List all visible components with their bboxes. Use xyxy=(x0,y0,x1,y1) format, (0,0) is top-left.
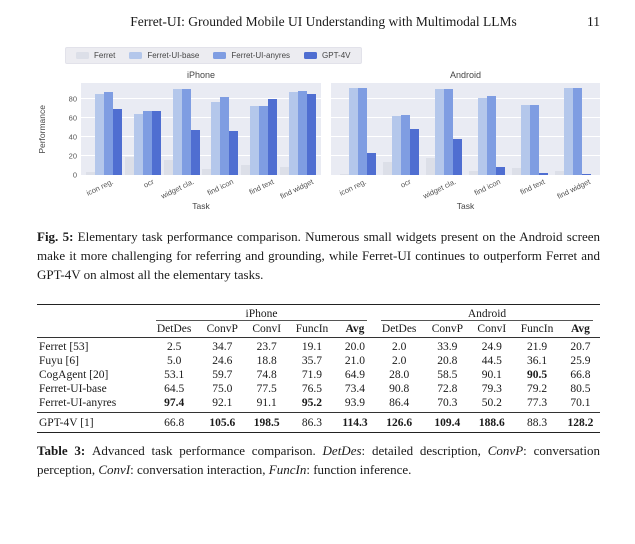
ytick-80: 80 xyxy=(68,94,77,104)
cell: 24.6 xyxy=(212,355,233,367)
bar-gpt-4v-ocr xyxy=(152,111,161,175)
cell: 50.2 xyxy=(470,396,513,413)
bar-gpt-4v-find-widget xyxy=(307,94,316,175)
cell: 95.2 xyxy=(288,396,336,413)
legend-item-ferret-ui-base xyxy=(129,51,199,60)
cell: 71.9 xyxy=(301,369,323,381)
bar-ferret-ui-base-ocr xyxy=(392,116,401,175)
bar-ferret-ui-base-icon-reg xyxy=(95,94,104,175)
cell: 21.9 xyxy=(526,341,548,353)
bar-group-find-text xyxy=(241,83,277,175)
table-row-cogagent-20 xyxy=(37,368,600,382)
legend-label: Ferret xyxy=(94,51,116,60)
cell: 66.8 xyxy=(164,416,185,429)
cell: 79.2 xyxy=(526,383,548,395)
table-caption-seg-6: ConvI xyxy=(98,462,131,477)
running-title: Ferret-UI: Grounded Mobile UI Understanding with Multimodal LLMs xyxy=(130,14,517,29)
row-label: GPT-4V [1] xyxy=(39,416,94,429)
bar-gpt-4v-ocr xyxy=(410,129,419,175)
y-axis xyxy=(37,83,81,180)
ytick-20: 20 xyxy=(68,151,77,161)
table-body xyxy=(37,338,600,413)
bar-ferret-ui-base-widget-cla xyxy=(435,89,444,175)
xtick-row xyxy=(81,175,321,201)
bar-ferret-ui-anyres-ocr xyxy=(401,115,410,175)
xtick-cell xyxy=(331,175,376,201)
figure-caption-label: Fig. 5: xyxy=(37,229,74,244)
bar-ferret-ui-anyres-widget-cla xyxy=(182,89,191,175)
bar-ferret-ui-anyres-find-text xyxy=(259,106,268,175)
xtick-ocr: ocr xyxy=(398,177,413,190)
bar-ferret-ui-anyres-find-widget xyxy=(298,91,307,175)
bar-ferret-ui-base-find-widget xyxy=(289,92,298,175)
row-label: CogAgent [20] xyxy=(39,369,109,381)
row-label: Ferret-UI-anyres xyxy=(37,396,149,413)
xtick-cell xyxy=(121,175,161,201)
xtick-cell xyxy=(376,175,421,201)
bar-gpt-4v-icon-reg xyxy=(367,153,376,175)
bar-ferret-ui-anyres-find-icon xyxy=(220,97,229,175)
cell: 21.0 xyxy=(344,355,366,367)
xtick-cell xyxy=(161,175,201,201)
bar-group-find-icon xyxy=(469,83,505,175)
cell: 64.5 xyxy=(164,383,185,395)
xtick-cell xyxy=(555,175,600,201)
cell: 74.8 xyxy=(256,369,277,381)
bar-gpt-4v-icon-reg xyxy=(113,109,122,175)
chart-title-iphone: iPhone xyxy=(187,70,216,80)
cell: 18.8 xyxy=(256,355,277,367)
bar-group-icon-reg xyxy=(340,83,376,175)
cell: 79.3 xyxy=(481,383,502,395)
chart-legend xyxy=(65,47,362,64)
plot-area xyxy=(331,83,600,175)
bar-ferret-ui-base-find-text xyxy=(521,105,530,175)
xtick-icon-reg: icon reg. xyxy=(85,177,115,198)
row-label: Ferret [53] xyxy=(39,341,89,353)
xtick-find-widget: find widget xyxy=(555,177,592,201)
bar-ferret-ui-anyres-find-text xyxy=(530,105,539,175)
x-axis-label: Task xyxy=(456,201,475,211)
bar-ferret-widget-cla xyxy=(426,158,435,175)
bar-group-ocr xyxy=(383,83,419,175)
bar-ferret-ui-base-ocr xyxy=(134,114,143,175)
bar-ferret-find-text xyxy=(241,165,250,175)
bar-ferret-ui-base-find-widget xyxy=(564,88,573,175)
bar-gpt-4v-find-text xyxy=(539,173,548,175)
cell: 25.9 xyxy=(570,355,591,367)
xtick-widget-cla: widget cla. xyxy=(159,177,195,201)
ytick-col xyxy=(51,83,81,180)
cell: 188.6 xyxy=(478,416,505,429)
cell: 66.8 xyxy=(570,369,591,381)
bar-group-find-icon xyxy=(202,83,238,175)
col-header-android-avg: Avg xyxy=(561,321,600,338)
page-header xyxy=(37,14,600,30)
chart-title-android: Android xyxy=(450,70,482,80)
cell: 20.7 xyxy=(570,341,591,353)
table-caption-seg-5: : conversation perception, xyxy=(37,443,600,477)
bar-group-ocr xyxy=(125,83,161,175)
cell: 20.0 xyxy=(344,341,366,353)
plot-area xyxy=(81,83,321,175)
row-label: Ferret-UI-base xyxy=(39,383,107,395)
bar-group-find-widget xyxy=(280,83,316,175)
table-header-empty xyxy=(37,321,149,338)
cell: 53.1 xyxy=(164,369,185,381)
table-row-gpt-4v-1 xyxy=(37,413,600,433)
cell: 23.7 xyxy=(256,341,277,353)
cell: 64.9 xyxy=(344,369,366,381)
cell: 28.0 xyxy=(389,369,410,381)
bar-group-widget-cla xyxy=(426,83,462,175)
figure-5 xyxy=(37,46,600,213)
cell: 2.0 xyxy=(391,355,407,367)
col-header-android-funcin: FuncIn xyxy=(513,321,561,338)
table-caption-seg-1: Advanced task performance comparison. xyxy=(92,443,323,458)
xtick-icon-reg: icon reg. xyxy=(337,177,368,198)
col-header-android-convp: ConvP xyxy=(424,321,470,338)
bar-ferret-ui-anyres-ocr xyxy=(143,111,152,175)
bar-group-widget-cla xyxy=(164,83,200,175)
xtick-cell xyxy=(421,175,466,201)
bar-ferret-find-text xyxy=(512,168,521,175)
table-caption-seg-3: : detailed description, xyxy=(361,443,488,458)
col-header-iphone-avg: Avg xyxy=(336,321,374,338)
ytick-40: 40 xyxy=(68,132,77,142)
cell: 36.1 xyxy=(526,355,548,367)
cell: 77.3 xyxy=(513,396,561,413)
legend-label: Ferret-UI-anyres xyxy=(231,51,291,60)
y-axis-label: Performance xyxy=(37,104,47,154)
bar-gpt-4v-widget-cla xyxy=(191,130,200,175)
cell: 5.0 xyxy=(166,355,182,367)
table-caption-seg-0: Table 3: xyxy=(37,443,93,458)
xtick-ocr: ocr xyxy=(141,177,155,190)
cell: 59.7 xyxy=(212,369,233,381)
bar-gpt-4v-find-icon xyxy=(229,131,238,175)
cell: 24.9 xyxy=(481,341,502,353)
cell: 88.3 xyxy=(526,416,548,429)
cell: 72.8 xyxy=(437,383,458,395)
table-row-fuyu-6 xyxy=(37,354,600,368)
xtick-widget-cla: widget cla. xyxy=(421,177,458,201)
bar-ferret-ocr xyxy=(383,162,392,175)
bar-gpt-4v-find-text xyxy=(268,99,277,175)
xtick-row xyxy=(331,175,600,201)
xtick-find-icon: find icon xyxy=(472,177,502,198)
figure-caption xyxy=(37,227,600,284)
cell: 73.4 xyxy=(344,383,366,395)
bar-ferret-ui-anyres-find-icon xyxy=(487,96,496,175)
table-row-ferret-53 xyxy=(37,338,600,355)
cell: 92.1 xyxy=(199,396,245,413)
cell: 34.7 xyxy=(212,341,233,353)
row-label: Fuyu [6] xyxy=(39,355,79,367)
table-row-ferret-ui-anyres xyxy=(37,396,600,413)
xtick-cell xyxy=(278,175,321,201)
cell: 80.5 xyxy=(570,383,591,395)
cell: 93.9 xyxy=(336,396,374,413)
bar-group-find-widget xyxy=(555,83,591,175)
table-header-row xyxy=(37,321,600,338)
table-caption-seg-2: DetDes xyxy=(322,443,362,458)
legend-swatch-ferret xyxy=(76,52,89,59)
xtick-cell xyxy=(241,175,281,201)
cell: 35.7 xyxy=(301,355,323,367)
bar-ferret-find-icon xyxy=(202,169,211,175)
cell: 86.3 xyxy=(301,416,323,429)
cell: 91.1 xyxy=(245,396,288,413)
bar-ferret-find-widget xyxy=(280,167,289,175)
cell: 90.1 xyxy=(481,369,502,381)
table-caption-seg-9: : function inference. xyxy=(306,462,412,477)
cell: 128.2 xyxy=(567,416,594,429)
cell: 86.4 xyxy=(374,396,424,413)
bar-gpt-4v-widget-cla xyxy=(453,139,462,175)
table-corner-cell xyxy=(37,305,149,322)
xtick-find-text: find text xyxy=(247,177,276,197)
x-axis-label: Task xyxy=(192,201,210,211)
legend-swatch-gpt-4v xyxy=(304,52,317,59)
table-footer xyxy=(37,413,600,433)
col-header-iphone-convi: ConvI xyxy=(245,321,288,338)
bar-ferret-widget-cla xyxy=(164,160,173,175)
chart-row xyxy=(37,70,600,213)
cell: 70.3 xyxy=(424,396,470,413)
bar-ferret-find-icon xyxy=(469,171,478,175)
bar-ferret-ocr xyxy=(125,157,134,175)
ytick-0: 0 xyxy=(72,170,77,180)
cell: 19.1 xyxy=(301,341,323,353)
table-caption-seg-4: ConvP xyxy=(487,443,524,458)
xtick-find-text: find text xyxy=(519,177,547,197)
cell: 90.5 xyxy=(526,369,548,381)
legend-label: GPT-4V xyxy=(322,51,351,60)
legend-item-ferret-ui-anyres xyxy=(213,51,290,60)
xtick-cell xyxy=(201,175,241,201)
table-caption-seg-7: : conversation interaction, xyxy=(130,462,269,477)
chart-iphone xyxy=(81,70,321,213)
bar-ferret-ui-base-find-icon xyxy=(211,102,220,175)
col-header-iphone-convp: ConvP xyxy=(199,321,245,338)
xtick-find-icon: find icon xyxy=(205,177,236,198)
bar-ferret-find-widget xyxy=(555,171,564,175)
col-header-android-detdes: DetDes xyxy=(374,321,424,338)
table-group-android: Android xyxy=(374,305,600,322)
table-group-row xyxy=(37,305,600,322)
cell: 97.4 xyxy=(149,396,199,413)
cell: 90.8 xyxy=(389,383,410,395)
legend-label: Ferret-UI-base xyxy=(147,51,200,60)
bar-gpt-4v-find-icon xyxy=(496,167,505,175)
ytick-60: 60 xyxy=(68,113,77,123)
cell: 44.5 xyxy=(481,355,502,367)
advanced-task-table xyxy=(37,304,600,433)
cell: 126.6 xyxy=(386,416,413,429)
chart-android xyxy=(331,70,600,213)
bar-ferret-ui-base-icon-reg xyxy=(349,88,358,175)
bar-ferret-icon-reg xyxy=(86,172,95,175)
cell: 2.5 xyxy=(166,341,182,353)
table-group-iphone: iPhone xyxy=(149,305,374,322)
legend-swatch-ferret-ui-base xyxy=(129,52,142,59)
bar-group-find-text xyxy=(512,83,548,175)
bar-ferret-ui-base-find-text xyxy=(250,106,259,175)
xtick-cell xyxy=(510,175,555,201)
col-header-iphone-funcin: FuncIn xyxy=(288,321,336,338)
bar-ferret-ui-anyres-icon-reg xyxy=(104,92,113,175)
bar-ferret-ui-anyres-find-widget xyxy=(573,88,582,175)
table-3-wrap xyxy=(37,304,600,433)
col-header-android-convi: ConvI xyxy=(470,321,513,338)
cell: 77.5 xyxy=(256,383,277,395)
cell: 76.5 xyxy=(301,383,323,395)
table-caption-seg-8: FuncIn xyxy=(268,462,307,477)
cell: 58.5 xyxy=(437,369,458,381)
bar-ferret-icon-reg xyxy=(340,174,349,175)
legend-item-ferret xyxy=(76,51,115,60)
cell: 33.9 xyxy=(437,341,458,353)
legend-item-gpt-4v xyxy=(304,51,350,60)
table-caption xyxy=(37,441,600,479)
bar-group-icon-reg xyxy=(86,83,122,175)
cell: 198.5 xyxy=(253,416,280,429)
bar-ferret-ui-anyres-widget-cla xyxy=(444,89,453,175)
cell: 70.1 xyxy=(561,396,600,413)
cell: 75.0 xyxy=(212,383,233,395)
bar-ferret-ui-base-widget-cla xyxy=(173,89,182,175)
col-header-iphone-detdes: DetDes xyxy=(149,321,199,338)
cell: 109.4 xyxy=(434,416,461,429)
cell: 2.0 xyxy=(391,341,407,353)
bar-gpt-4v-find-widget xyxy=(582,174,591,175)
xtick-find-widget: find widget xyxy=(278,177,316,201)
cell: 105.6 xyxy=(209,416,236,429)
bar-ferret-ui-anyres-icon-reg xyxy=(358,88,367,175)
page-number: 11 xyxy=(587,14,600,29)
cell: 20.8 xyxy=(437,355,458,367)
legend-swatch-ferret-ui-anyres xyxy=(213,52,226,59)
cell: 114.3 xyxy=(342,416,368,429)
table-row-ferret-ui-base xyxy=(37,382,600,396)
xtick-cell xyxy=(466,175,511,201)
bar-ferret-ui-base-find-icon xyxy=(478,98,487,175)
xtick-cell xyxy=(81,175,121,201)
figure-caption-text: Elementary task performance comparison. Numerous small widgets present on the Android screen make it more challenging for referring and grounding, while Ferret-UI continues to outperform Ferret and GPT-4V on almost all the elementary tasks. xyxy=(37,229,600,282)
